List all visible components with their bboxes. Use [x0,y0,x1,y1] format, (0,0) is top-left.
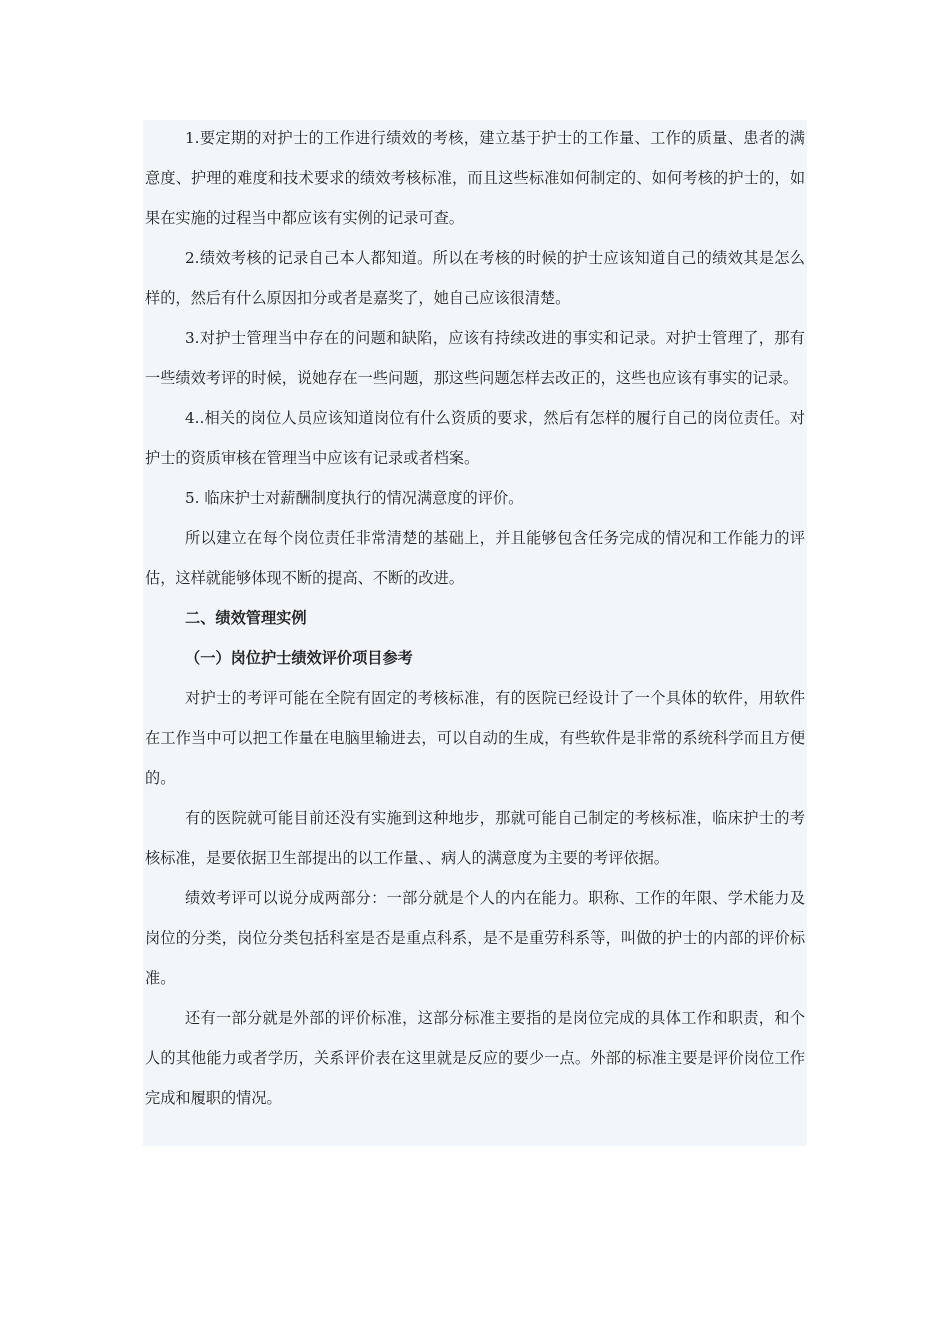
paragraph-9: 绩效考评可以说分成两部分：一部分就是个人的内在能力。职称、工作的年限、学术能力及岗位的分类，岗位分类包括科室是否是重点科系，是不是重劳科系等，叫做的护士的内部的评价标准。 [145,889,805,987]
section-heading: 二、绩效管理实例 [185,609,307,627]
paragraph-1: 1.要定期的对护士的工作进行绩效的考核，建立基于护士的工作量、工作的质量、患者的满意度、护理的难度和技术要求的绩效考核标准，而且这些标准如何制定的、如何考核的护士的，如果在实施的过程当中都应该有实例的记录可查。 [145,129,805,227]
document-body [145,118,805,1118]
paragraph-3: 3.对护士管理当中存在的问题和缺陷，应该有持续改进的事实和记录。对护士管理了，那有一些绩效考评的时候，说她存在一些问题，那这些问题怎样去改正的，这些也应该有事实的记录。 [145,329,805,387]
paragraph-6: 所以建立在每个岗位责任非常清楚的基础上，并且能够包含任务完成的情况和工作能力的评估，这样就能够体现不断的提高、不断的改进。 [145,529,805,587]
paragraph-2: 2.绩效考核的记录自己本人都知道。所以在考核的时候的护士应该知道自己的绩效其是怎么样的，然后有什么原因扣分或者是嘉奖了，她自己应该很清楚。 [145,249,805,307]
sub-heading: （一）岗位护士绩效评价项目参考 [185,649,413,667]
paragraph-5: 5. 临床护士对薪酬制度执行的情况满意度的评价。 [185,489,524,507]
paragraph-10: 还有一部分就是外部的评价标准，这部分标准主要指的是岗位完成的具体工作和职责，和个人的其他能力或者学历，关系评价表在这里就是反应的要少一点。外部的标准主要是评价岗位工作完成和履职的情况。 [145,1009,805,1107]
paragraph-7: 对护士的考评可能在全院有固定的考核标准，有的医院已经设计了一个具体的软件，用软件在工作当中可以把工作量在电脑里输进去，可以自动的生成，有些软件是非常的系统科学而且方便的。 [145,689,805,787]
paragraph-8: 有的医院就可能目前还没有实施到这种地步，那就可能自己制定的考核标准，临床护士的考核标准，是要依据卫生部提出的以工作量、、病人的满意度为主要的考评依据。 [145,809,805,867]
paragraph-4: 4..相关的岗位人员应该知道岗位有什么资质的要求，然后有怎样的履行自己的岗位责任。对护士的资质审核在管理当中应该有记录或者档案。 [145,409,805,467]
